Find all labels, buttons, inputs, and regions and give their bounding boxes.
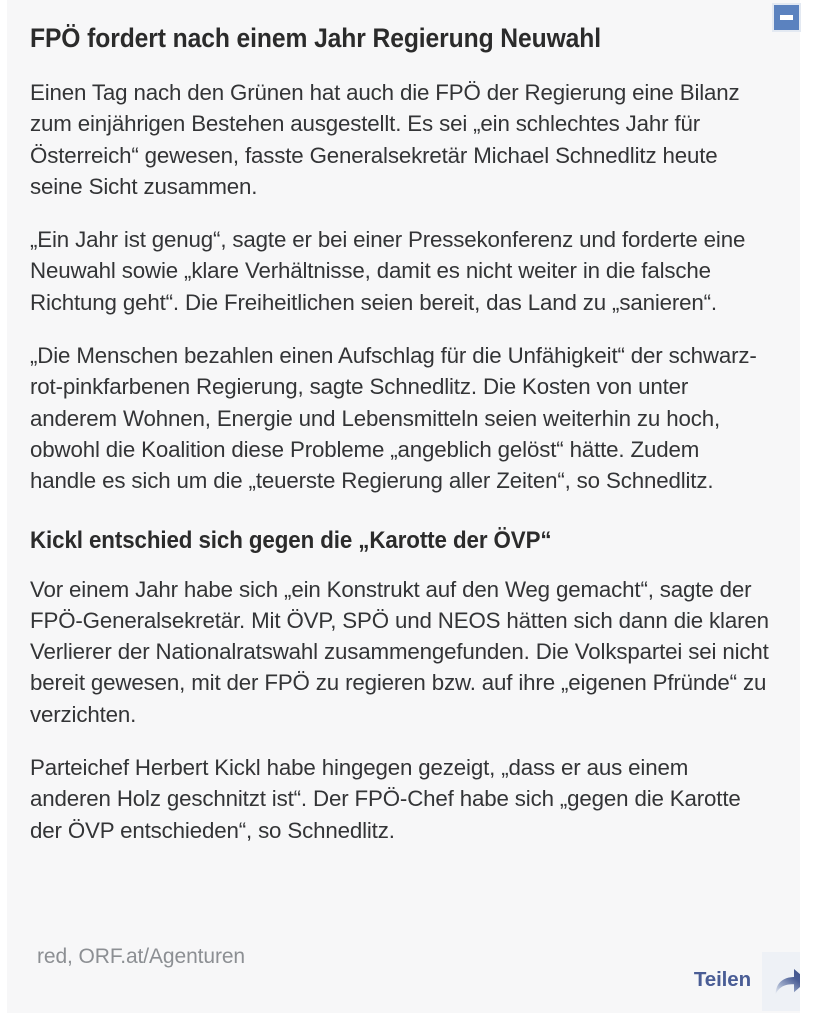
minimize-button[interactable] bbox=[772, 3, 801, 32]
minus-icon bbox=[780, 15, 793, 20]
page-title: FPÖ fordert nach einem Jahr Regierung Neuwahl bbox=[30, 23, 601, 53]
article-footer bbox=[37, 935, 800, 1013]
byline: red, ORF.at/Agenturen bbox=[37, 945, 246, 968]
share-group[interactable] bbox=[694, 952, 800, 1011]
share-label: Teilen bbox=[693, 968, 751, 992]
share-arrow-icon bbox=[773, 967, 801, 997]
article-subheading: Kickl entschied sich gegen die „Karotte der ÖVP“ bbox=[30, 526, 552, 554]
share-button[interactable] bbox=[762, 952, 800, 1011]
article-paragraph: Einen Tag nach den Grünen hat auch die FPÖ der Regierung eine Bilanz zum einjährigen Bestehen ausgestellt. Es sei „ein schlechtes Jahr für Österreich“ gewesen, fasste Generalsekretär Michael Schnedlitz heute seine Sicht zusammen. bbox=[30, 80, 740, 199]
article-paragraph: „Ein Jahr ist genug“, sagte er bei einer Pressekonferenz und forderte eine Neuwahl sowie „klare Verhältnisse, damit es nicht weiter in die falsche Richtung geht“. Die Freiheitlichen seien bereit, das Land zu „sanieren“. bbox=[30, 227, 746, 315]
article-panel bbox=[7, 0, 800, 1013]
article-paragraph: „Die Menschen bezahlen einen Aufschlag für die Unfähigkeit“ der schwarz-rot-pinkfarbenen Regierung, sagte Schnedlitz. Die Kosten von unter anderem Wohnen, Energie und Lebensmitteln seien weiterhin zu hoch, obwohl die Koalition diese Probleme „angeblich gelöst“ hätte. Zudem handle es sich um die „teuerste Regierung aller Zeiten“, so Schnedlitz. bbox=[30, 343, 757, 494]
article-paragraph: Parteichef Herbert Kickl habe hingegen gezeigt, „dass er aus einem anderen Holz geschnitzt ist“. Der FPÖ-Chef habe sich „gegen die Karotte der ÖVP entschieden“, so Schnedlitz. bbox=[30, 755, 741, 843]
article-paragraph: Vor einem Jahr habe sich „ein Konstrukt auf den Weg gemacht“, sagte der FPÖ-Generalsekretär. Mit ÖVP, SPÖ und NEOS hätten sich dann die klaren Verlierer der Nationalratswahl zusammengefunden. Die Volkspartei sei nicht bereit gewesen, mit der FPÖ zu regieren bzw. auf ihre „eigenen Pfründe“ zu verzichten. bbox=[30, 576, 769, 727]
